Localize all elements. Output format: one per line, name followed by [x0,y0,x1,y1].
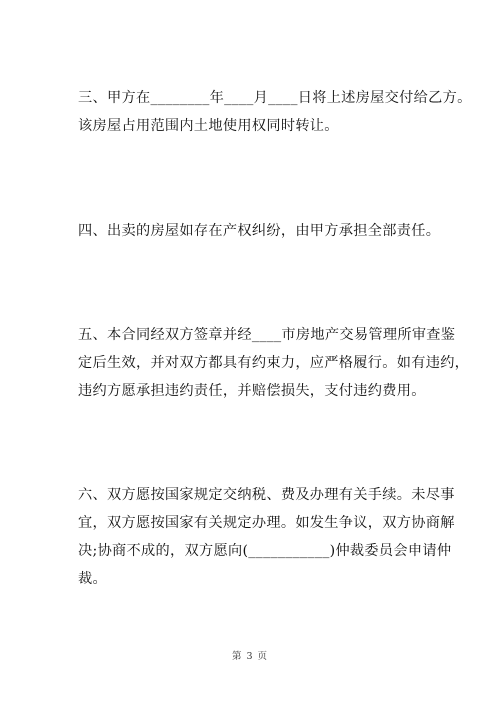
paragraph-line: 五、本合同经双方签章并经____市房地产交易管理所审查鉴 [78,327,456,343]
paragraph-line: 该房屋占用范围内土地使用权同时转让。 [78,118,339,134]
paragraph-line: 决;协商不成的，双方愿向(___________)仲裁委员会申请仲 [78,543,452,559]
paragraph-clause-4 [78,217,441,245]
paragraph-line: 宜，双方愿按国家有关规定办理。如发生争议，双方协商解 [78,515,455,531]
paragraph-clause-3 [78,84,472,140]
paragraph-clause-5 [78,321,470,405]
paragraph-line: 定后生效，并对双方都具有约束力，应严格履行。如有违约， [78,355,470,371]
paragraph-line: 违约方愿承担违约责任，并赔偿损失，支付违约费用。 [78,383,426,399]
paragraph-line: 裁。 [78,571,107,587]
paragraph-line: 六、双方愿按国家规定交纳税、费及办理有关手续。未尽事 [78,487,455,503]
paragraph-clause-6 [78,481,455,593]
paragraph-line: 四、出卖的房屋如存在产权纠纷，由甲方承担全部责任。 [78,223,441,239]
paragraph-line: 三、甲方在________年____月____日将上述房屋交付给乙方。 [78,90,472,106]
page-number-footer: 第 3 页 [231,651,269,662]
